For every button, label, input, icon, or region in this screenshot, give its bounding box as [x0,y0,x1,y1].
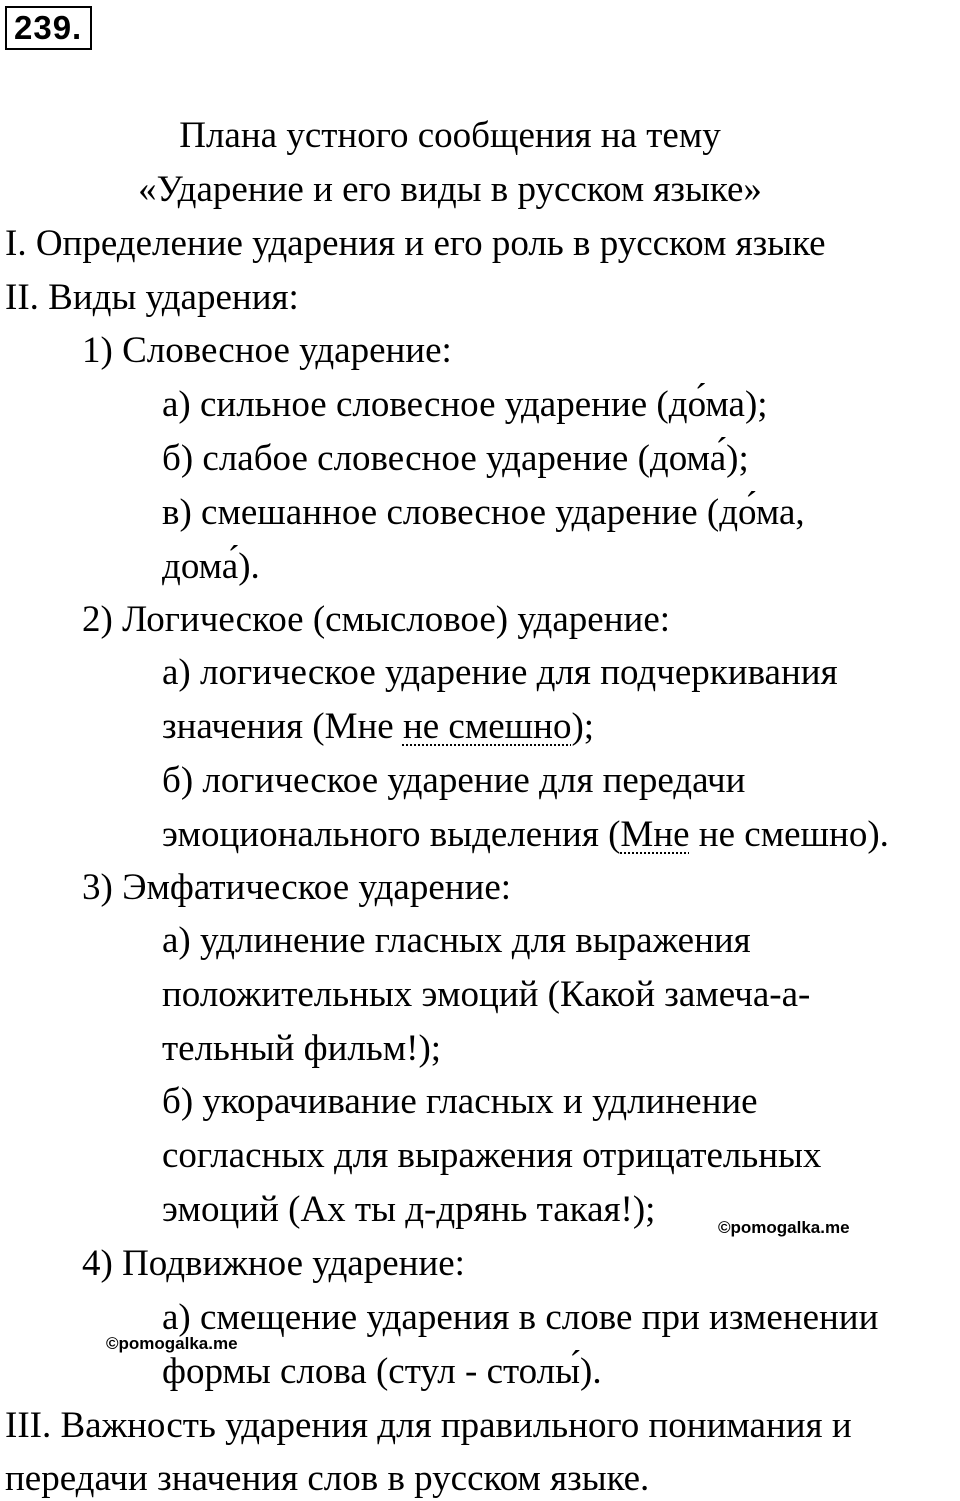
point-1c-line-1: в) смешанное словесное ударение (до́ма, [162,492,805,533]
point-1a: а) сильное словесное ударение (до́ма); [162,384,768,425]
section-3-line-2: передачи значения слов в русском языке. [5,1458,650,1499]
point-1: 1) Словесное ударение: [82,330,452,371]
underlined-word: Мне [620,814,690,855]
point-2a-text: значения (Мне [162,706,403,747]
point-2a-line-2 [162,705,594,749]
point-2a-line-1: а) логическое ударение для подчеркивания [162,652,838,693]
point-2b-line-2 [162,813,889,857]
watermark: ©pomogalka.me [106,1334,238,1353]
point-4: 4) Подвижное ударение: [82,1243,465,1284]
point-4a-line-2: формы слова (стул - столы́). [162,1351,602,1392]
title-line-1: Плана устного сообщения на тему [179,115,721,156]
section-3-line-1: III. Важность ударения для правильного понимания и [5,1405,852,1446]
title-line-2: «Ударение и его виды в русском языке» [138,169,762,210]
point-4a-line-1: а) смещение ударения в слове при изменении [162,1297,879,1338]
point-2b-text-end: не смешно). [689,814,889,855]
point-3b-line-3: эмоций (Ах ты д-дрянь такая!); [162,1189,656,1230]
watermark: ©pomogalka.me [718,1218,850,1237]
point-2: 2) Логическое (смысловое) ударение: [82,599,671,640]
point-3a-line-2: положительных эмоций (Какой замеча-а- [162,974,811,1015]
exercise-number: 239. [5,6,92,50]
point-2b-line-1: б) логическое ударение для передачи [162,760,746,801]
point-1b: б) слабое словесное ударение (дома́); [162,438,749,479]
point-3a-line-3: тельный фильм!); [162,1028,442,1069]
section-2: II. Виды ударения: [5,277,299,318]
underlined-phrase: не смешно [402,706,572,747]
section-1: I. Определение ударения и его роль в русском языке [5,223,826,264]
point-3a-line-1: а) удлинение гласных для выражения [162,920,751,961]
point-2b-text: эмоционального выделения ( [162,814,621,855]
point-3b-line-1: б) укорачивание гласных и удлинение [162,1081,758,1122]
point-3b-line-2: согласных для выражения отрицательных [162,1135,822,1176]
point-1c-line-2: дома́). [162,546,260,587]
point-2a-text-end: ); [571,706,595,747]
point-3: 3) Эмфатическое ударение: [82,867,512,908]
